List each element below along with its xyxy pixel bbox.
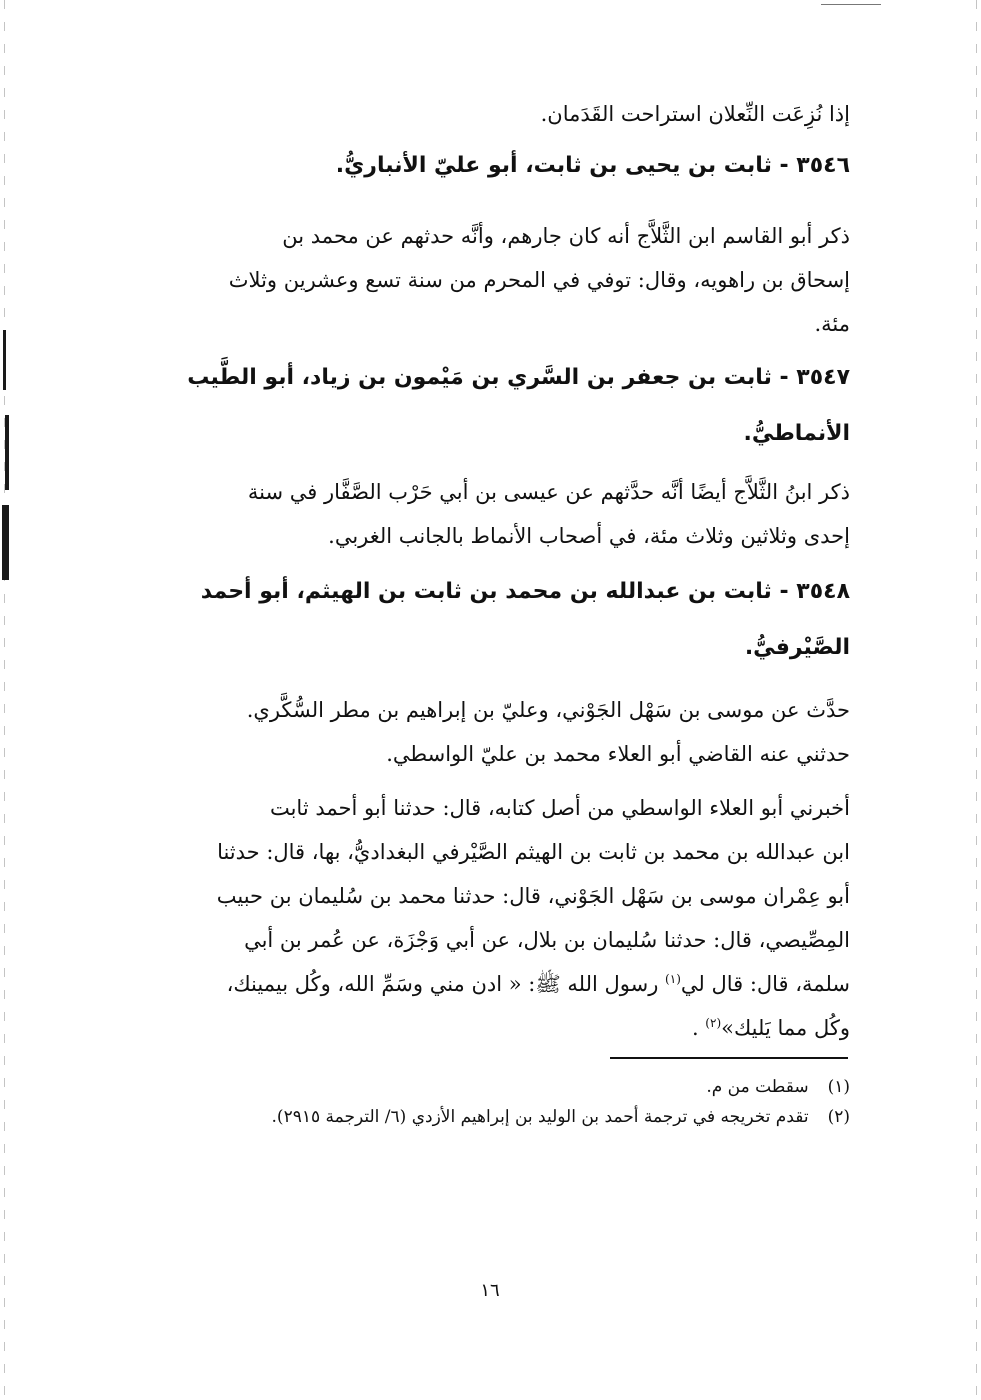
text-fragment: . <box>691 1016 706 1040</box>
entry-number: ٣٥٤٧ <box>796 365 850 390</box>
entry-number: ٣٥٤٨ <box>796 579 850 604</box>
paragraph-3546 <box>140 214 850 346</box>
footnote-text: تقدم تخريجه في ترجمة أحمد بن الوليد بن إبراهيم الأزدي (٦/ الترجمة ٢٩١٥). <box>271 1107 809 1127</box>
text-line: مئة. <box>814 312 850 336</box>
text-line: أبو عِمْران موسى بن سَهْل الجَوْني، قال: حدثنا محمد بن سُليمان بن حبيب <box>216 884 850 908</box>
text-fragment: وكُل مما يَليك» <box>721 1016 850 1040</box>
text-fragment: رسول الله ﷺ: « ادن مني وسَمِّ الله، وكُل بيمينك، <box>226 972 666 996</box>
entry-heading-3547 <box>140 350 850 462</box>
footnote-ref-1[interactable]: (١) <box>665 972 681 986</box>
text-line: إحدى وثلاثين وثلاث مئة، في أصحاب الأنماط بالجانب الغربي. <box>328 524 850 548</box>
paragraph-3548-a <box>140 688 850 776</box>
paragraph-3548-b <box>140 786 850 1050</box>
text-line: أخبرني أبو العلاء الواسطي من أصل كتابه، قال: حدثنا أبو أحمد ثابت <box>269 796 850 820</box>
text-line: ذكر أبو القاسم ابن الثَّلاَّج أنه كان جارهم، وأنَّه حدثهم عن محمد بن <box>282 224 850 248</box>
text-line: حدَّث عن موسى بن سَهْل الجَوْني، وعليّ بن إبراهيم بن مطر السُّكَّري. <box>246 698 850 722</box>
text-line: إسحاق بن راهويه، وقال: توفي في المحرم من سنة تسع وعشرين وثلاث <box>228 268 850 292</box>
footnote-mark: (٢) <box>827 1107 850 1127</box>
paragraph-3547 <box>140 470 850 558</box>
text-fragment: سلمة، قال: قال لي <box>680 972 850 996</box>
scan-dotted-edge-right <box>976 0 977 1400</box>
scan-binding-mark-1 <box>3 330 6 390</box>
text-line: إذا نُزِعَت النِّعلان استراحت القَدَمان. <box>540 102 850 126</box>
entry-title-continued: الأنماطيُّ. <box>743 421 850 446</box>
entry-title: - ثابت بن جعفر بن السَّري بن مَيْمون بن زياد، أبو الطَّيب <box>187 365 797 390</box>
text-line <box>140 962 850 1006</box>
scan-top-rule <box>821 4 881 5</box>
scan-dotted-edge-left <box>4 0 5 1400</box>
text-line: المِصِّيصي، قال: حدثنا سُليمان بن بلال، عن أبي وَجْزَة، عن عُمر بن أبي <box>244 928 850 952</box>
text-line: حدثني عنه القاضي أبو العلاء محمد بن عليّ الواسطي. <box>386 742 850 766</box>
text-line: ذكر ابنُ الثَّلاَّج أيضًا أنَّه حدَّثهم عن عيسى بن أبي حَرْب الصَّفَّار في سنة <box>247 480 850 504</box>
entry-title: - ثابت بن يحيى بن ثابت، أبو عليّ الأنباريُّ. <box>335 153 797 178</box>
footnote-text: سقطت من م. <box>706 1077 809 1097</box>
entry-heading-3546 <box>140 138 850 194</box>
footnote-ref-2[interactable]: (٢) <box>705 1016 722 1030</box>
entry-title: - ثابت بن عبدالله بن محمد بن ثابت بن الهيثم، أبو أحمد <box>200 579 797 604</box>
footnote-separator <box>610 1057 848 1059</box>
footnote-2 <box>140 1102 850 1132</box>
footnote-1 <box>140 1072 850 1102</box>
text-line <box>140 1006 850 1050</box>
page-number: ١٦ <box>480 1280 500 1301</box>
scan-binding-mark-2 <box>5 415 9 490</box>
entry-heading-3548 <box>140 564 850 676</box>
footnotes <box>140 1072 850 1132</box>
entry-number: ٣٥٤٦ <box>796 153 850 178</box>
intro-paragraph <box>140 92 850 136</box>
scan-binding-mark-3 <box>2 505 9 580</box>
footnote-mark: (١) <box>827 1077 850 1097</box>
text-line: ابن عبدالله بن محمد بن ثابت بن الهيثم الصَّيْرفي البغداديُّ، بها، قال: حدثنا <box>217 840 850 864</box>
entry-title-continued: الصَّيْرفيُّ. <box>744 635 850 660</box>
